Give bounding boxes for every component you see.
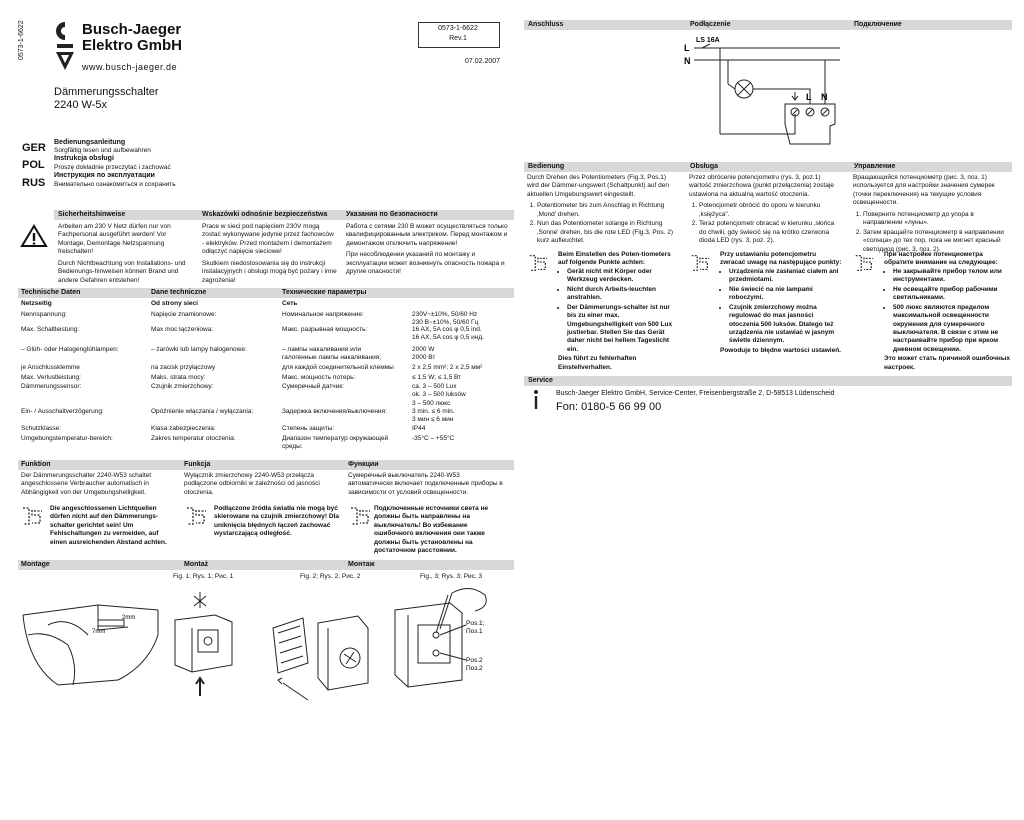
tech-row-4-ru: для каждой соединительной клеммы (282, 364, 394, 371)
funktion-header-bar (18, 460, 514, 470)
fig3-pos1-ru-label: Поз.1 (466, 628, 483, 635)
wiring-ls-label: LS 16A (696, 37, 720, 44)
funktion-note-ru: Подключенные источники света не должны быть направлены на выключатель! Во избежание ошибочного включения они также должны быть установлены на достаточном расстоянии. (374, 505, 489, 555)
funktion-note-de: Die angeschlossenen Lichtquellen dürfen nicht auf den Dämmerungs-schalter gerichtet sein! Um Fehlschaltungen zu vermeiden, auf einen ausreichenden Abstand achten. (50, 505, 167, 546)
funktion-header-de: Funktion (21, 461, 51, 468)
tech-row-2-de: Max. Schaltleistung: (21, 326, 80, 333)
safety-pl-p1: Prace w sieci pod napięciem 230V mogą zostać wykonywane jedynie przez fachowców - elektryków. Przed montażem i demontażem odłączyć napięcie sieciowe! (202, 223, 334, 256)
hand-note-icon-3 (348, 505, 372, 527)
bedienung-col-de (527, 174, 677, 247)
tech-row-1-de: Nennspannung: (21, 311, 67, 318)
tech-row-2-pl: Max moc łączeniowa: (151, 326, 214, 333)
tech-row-2-ru: Макс. разрывная мощность: (282, 326, 368, 333)
lang-title-pol: Instrukcja obsługi (54, 155, 114, 162)
brand-url: www.busch-jaeger.de (82, 62, 178, 72)
funktion-note-pl: Podłączone źródła światła nie mogą być skierowane na czujnik zmierzchowy! Dla uniknięcia błędnych łączeń zachować wystarczającą odległość. (214, 505, 339, 538)
bedienung-step-ru-1: 1. Поверните потенциометр до упора в направлении «луны». (863, 211, 1009, 228)
safety-pl-p2: Skutkiem niedostosowania się do instrukcji instalacyjnych i obsługi mogą być pożary i inne zagrożenia! (202, 259, 337, 284)
fig1-illustration (18, 585, 168, 695)
fig2-caption: Fig. 2; Rys. 2; Рис. 2 (300, 573, 361, 580)
bedienung-note-de (558, 251, 678, 372)
fig1-mm1-label: 2mm (122, 615, 136, 621)
fig3-pos2-ru-label: Поз.2 (466, 665, 483, 672)
tech-row-2-value: 16 AX, 5A cos φ 0,5 ind. 16 AX, 5A cos φ 0,5 инд. (412, 326, 484, 342)
tech-row-5-pl: Maks. strata mocy: (151, 374, 206, 381)
brand-logo-icon (54, 20, 76, 72)
safety-ru-p2: При несоблюдении указаний по монтажу и эксплуатации может возникнуть опасность пожара и другие опасности! (346, 251, 505, 276)
doc-code-vertical: 0573-1-6622 (18, 20, 25, 60)
bedienung-header-pl: Obsługa (690, 163, 719, 170)
bedienung-header-bar (524, 162, 1012, 172)
funktion-text-de: Der Dämmerungsschalter 2240-W53 schaltet angeschlossene Verbraucher automatisch in Abhängigkeit von der Umgebungshelligkeit. (21, 472, 152, 496)
product-type: 2240 W-5x (54, 99, 107, 111)
bedienung-note-end-ru: Это может стать причиной ошибочных настроек. (884, 355, 1010, 371)
tech-row-8-de: Schutzklasse: (21, 425, 62, 432)
tech-header-de: Technische Daten (21, 289, 81, 296)
tech-row-5-de: Max. Verlustleistung: (21, 374, 81, 381)
service-header-bar (524, 376, 1012, 386)
fig3-caption: Fig., 3; Rys. 3; Рис. 3 (420, 573, 483, 580)
tech-row-3-pl: – żarówki lub lampy halogenowe: (151, 346, 247, 353)
tech-row-1-value: 230V~±10%, 50/60 Hz 230 В~±10%, 50/60 Гц (412, 311, 479, 327)
tech-row-6-de: Dämmerungssensor: (21, 383, 82, 390)
lang-code-rus: RUS (22, 177, 46, 189)
tech-row-3-value: 2000 W 2000 Вт (412, 346, 436, 362)
tech-row-8-value: IP44 (412, 425, 426, 432)
lang-sub-rus: Внимательно ознакомиться и сохранить (54, 181, 176, 188)
tech-header-bar (18, 288, 514, 298)
warning-icon (20, 224, 48, 248)
tech-row-6-ru: Сумеречный датчик: (282, 383, 344, 390)
product-name: Dämmerungsschalter (54, 86, 159, 98)
bedienung-col-ru (853, 174, 1009, 255)
bedienung-step-pl-2: 2. Teraz potencjometr obracać w kierunku ‚słońca do chwili, gdy świecić się na krótko czerwona dioda LED (rys. 3, poz. 2). (699, 220, 841, 245)
lang-code-pol: POL (22, 159, 45, 171)
hand-note-icon-1 (20, 505, 44, 527)
bedienung-intro-pl: Przez obrócenie potencjometru (rys. 3, poz.1) wartość zmierzchowa (punkt przełączenia) zostaje ustawiona na aktualną wartość otoczenia. (689, 174, 834, 198)
funktion-text-pl: Wyłącznik zmierzchowy 2240-W53 przełącza podłączone odbiorniki w zależności od jasności otoczenia. (184, 472, 320, 496)
safety-header-pl: Wskazówki odnośnie bezpieczeństwa (202, 211, 328, 218)
safety-text-ru (346, 223, 508, 277)
tech-row-9-ru: Диапазон температур окружающей среды: (282, 435, 389, 451)
wiring-terminal-l: L (806, 92, 812, 102)
tech-sub-de: Netzseitig (21, 300, 52, 307)
bedienung-intro-de: Durch Drehen des Potentiometers (Fig.3, Pos.1) wird der Dämmer-ungswert (Schaltpunkt) auf den aktuellen Umgebungswert eingestellt. (527, 174, 669, 198)
bedienung-note-end-pl: Powoduje to błędne wartości ustawień. (720, 346, 841, 354)
bedienung-note-end-de: Dies führt zu fehlerhaften Einstellverhalten. (558, 355, 637, 371)
tech-row-4-de: je Anschlussklemme (21, 364, 80, 371)
wiring-n-label: N (684, 56, 691, 66)
lang-sub-pol: Proszę dokładnie przeczytać i zachować (54, 164, 171, 171)
fig3-illustration (390, 585, 510, 695)
tech-row-9-de: Umgebungstemperatur-bereich: (21, 435, 113, 442)
bedienung-bullet-ru-3: • 500 люкс являются пределом максимальной освещенности окружения для сумеречного выключателя. В связи с этим не настраивайте прибор при ярком дневном освещении. (893, 304, 1012, 355)
doc-box-code: 0573-1-6622 (438, 25, 478, 32)
fig3-pos1-label: Pos.1; (466, 620, 485, 627)
tech-row-6-value: ca. 3 – 500 Lux ok. 3 – 500 luksów 3 – 500 люкс (412, 383, 466, 407)
bedienung-bullet-de-3: • Der Dämmerungs-schalter ist nur bis zu einer max. Umgebungshelligkeit von 500 Lux justierbar. Stellen Sie das Gerät daher nicht bei hellem Tageslicht ein. (567, 304, 678, 355)
safety-text-de (58, 223, 190, 285)
service-header: Service (528, 377, 553, 384)
safety-header-bar (54, 210, 514, 220)
fig1b-illustration (170, 590, 240, 700)
wiring-l-label: L (684, 43, 690, 53)
safety-header-ru: Указания по безопасности (346, 211, 438, 218)
safety-text-pl (202, 223, 337, 285)
service-address: Busch-Jaeger Elektro GmbH, Service-Center, Freisenbergstraße 2, D-58513 Lüdenscheid (556, 390, 835, 397)
tech-row-7-ru: Задержка включения/выключения: (282, 408, 387, 415)
bedienung-intro-ru: Вращающийся потенциометр (рис. 3, поз. 1) используется для настройки значения сумерек (точки переключения) на текущие условия освещенности. (853, 174, 995, 207)
hand-note-icon-6 (853, 252, 875, 274)
bedienung-note-title-pl: Przy ustawianiu potencjometru zwracać uwagę na następujące punkty: (720, 251, 842, 267)
tech-row-4-pl: na zacisk przyłączowy (151, 364, 216, 371)
safety-ru-p1: Работа с сетями 230 В может осуществляться только квалифицированным электриком. Перед монтажом и демонтажом отключить напряжение! (346, 223, 508, 247)
montage-header-de: Montage (21, 561, 50, 568)
tech-row-3-ru: – лампы накаливания или галогенные лампы накаливания; (282, 346, 382, 362)
tech-row-8-ru: Степень защиты: (282, 425, 335, 432)
safety-de-p2: Durch Nichtbeachtung von Installations- und Bedienungs-hinweisen können Brand und andere Gefahren entstehen! (58, 259, 186, 284)
bedienung-note-pl (720, 251, 842, 355)
bedienung-bullet-de-1: • Gerät nicht mit Körper oder Werkzeug verdecken. (567, 268, 678, 285)
funktion-header-pl: Funkcja (184, 461, 211, 468)
bedienung-bullet-ru-1: • Не закрывайте прибор телом или инструментами. (893, 268, 1012, 285)
safety-de-p1: Arbeiten am 230 V Netz dürfen nur von Fachpersonal ausgeführt werden! Vor Montage, Demontage Netzspannung freischalten! (58, 223, 171, 256)
bedienung-header-ru: Управление (854, 163, 896, 170)
hand-note-icon-5 (689, 252, 711, 274)
bedienung-bullet-pl-1: • Urządzenia nie zasłaniać ciałem ani przedmiotami. (729, 268, 842, 285)
tech-row-1-ru: Номинальное напряжение: (282, 311, 364, 318)
wiring-terminal-n: N (821, 92, 828, 102)
brand-name-line1: Busch-Jaeger (82, 21, 182, 38)
lang-title-ger: Bedienungsanleitung (54, 139, 126, 146)
fig1-caption: Fig. 1; Rys. 1; Рис. 1 (173, 573, 234, 580)
fig3-pos2-label: Pos.2 (466, 657, 483, 664)
bedienung-bullet-ru-2: • Не освещайте прибор рабочими светильниками. (893, 286, 1012, 303)
tech-row-1-pl: Napięcie znamionowe: (151, 311, 217, 318)
tech-header-ru: Технические параметры (282, 289, 367, 296)
phone-info-icon (532, 389, 540, 411)
funktion-header-ru: Функции (348, 461, 379, 468)
bedienung-col-pl (689, 174, 841, 247)
doc-box-rev: Rev.1 (449, 35, 467, 42)
tech-row-9-pl: Zakres temperatur otoczenia: (151, 435, 236, 442)
tech-sub-ru: Сеть (282, 300, 298, 307)
bedienung-header-de: Bedienung (528, 163, 565, 170)
wiring-diagram (680, 34, 850, 154)
tech-row-4-value: 2 x 2,5 mm²; 2 x 2,5 мм² (412, 364, 483, 371)
tech-row-8-pl: Klasa zabezpieczenia: (151, 425, 216, 432)
tech-row-7-pl: Opóźnienie włączania / wyłączania: (151, 408, 254, 415)
tech-header-pl: Dane techniczne (151, 289, 207, 296)
doc-date: 07.02.2007 (465, 58, 501, 65)
bedienung-step-de-1: 1. Potentiometer bis zum Anschlag in Richtung ‚Mond' drehen. (537, 202, 677, 219)
bedienung-bullet-de-2: • Nicht durch Arbeits-leuchten anstrahlen. (567, 286, 678, 303)
bedienung-step-pl-1: 1. Potencjometr obrócić do oporu w kierunku ‚księżyca". (699, 202, 841, 219)
bedienung-note-title-ru: При настройке потенциометра обратите внимание на следующее: (884, 251, 998, 267)
tech-sub-pl: Od strony sieci (151, 300, 198, 307)
montage-header-bar (18, 560, 514, 570)
tech-row-5-value: ≤ 1,5 W; ≤ 1,5 Вт (412, 374, 462, 381)
hand-note-icon-4 (527, 252, 549, 274)
bedienung-bullet-pl-3: • Czujnik zmierzchowy można regulować do max jasności otoczenia 500 luksów. Dlatego też urządzenia nie ustawiać w jasnym świetle dziennym. (729, 304, 842, 346)
bedienung-step-de-2: 2. Nun das Potentiometer solange in Richtung ‚Sonne' drehen, bis die rote LED (Fig.3, Pos. 2) kurz aufleuchtet. (537, 220, 677, 245)
anschluss-header-bar (524, 20, 1012, 30)
anschluss-header-de: Anschluss (528, 21, 564, 28)
tech-row-6-pl: Czujnik zmierzchowy: (151, 383, 214, 390)
montage-header-pl: Montaż (184, 561, 209, 568)
bedienung-bullet-pl-2: • Nie świecić na nie lampami roboczymi. (729, 286, 842, 303)
anschluss-header-pl: Podłączenie (690, 21, 731, 28)
montage-header-ru: Монтаж (348, 561, 375, 568)
tech-row-7-value: 3 min. ≤ 6 min. 3 мин ≤ 6 мин (412, 408, 455, 424)
tech-row-7-de: Ein- / Ausschaltverzögerung: (21, 408, 104, 415)
tech-row-3-de: – Glüh- oder Halogenglühlampen: (21, 346, 119, 353)
bedienung-note-title-de: Beim Einstellen des Poten-tiometers auf folgende Punkte achten: (558, 251, 671, 267)
fig2-illustration (268, 588, 378, 703)
funktion-text-ru: Сумеречный выключатель 2240-W53 автоматически включает подключенные приборы в зависимости от условий освещенности. (348, 472, 503, 496)
fig1-mm2-label: 7mm (92, 629, 106, 635)
tech-row-5-ru: Макс. мощность потерь: (282, 374, 356, 381)
anschluss-header-ru: Подключение (854, 21, 902, 28)
tech-row-9-value: -35°C – +55°C (412, 435, 455, 442)
lang-title-rus: Инструкция по эксплуатации (54, 172, 155, 179)
brand-name-line2: Elektro GmbH (82, 37, 183, 54)
bedienung-step-ru-2: 2. Затем вращайте потенциометр в направлении «солнца» до тех пор, пока не мигнет красный светодиод (рис. 3, поз. 2). (863, 229, 1009, 254)
bedienung-note-ru (884, 251, 1012, 372)
lang-code-ger: GER (22, 142, 46, 154)
hand-note-icon-2 (184, 505, 208, 527)
service-phone: Fon: 0180-5 66 99 00 (556, 401, 662, 413)
lang-sub-ger: Sorgfältig lesen und aufbewahren (54, 147, 151, 154)
safety-header-de: Sicherheitshinweise (58, 211, 126, 218)
